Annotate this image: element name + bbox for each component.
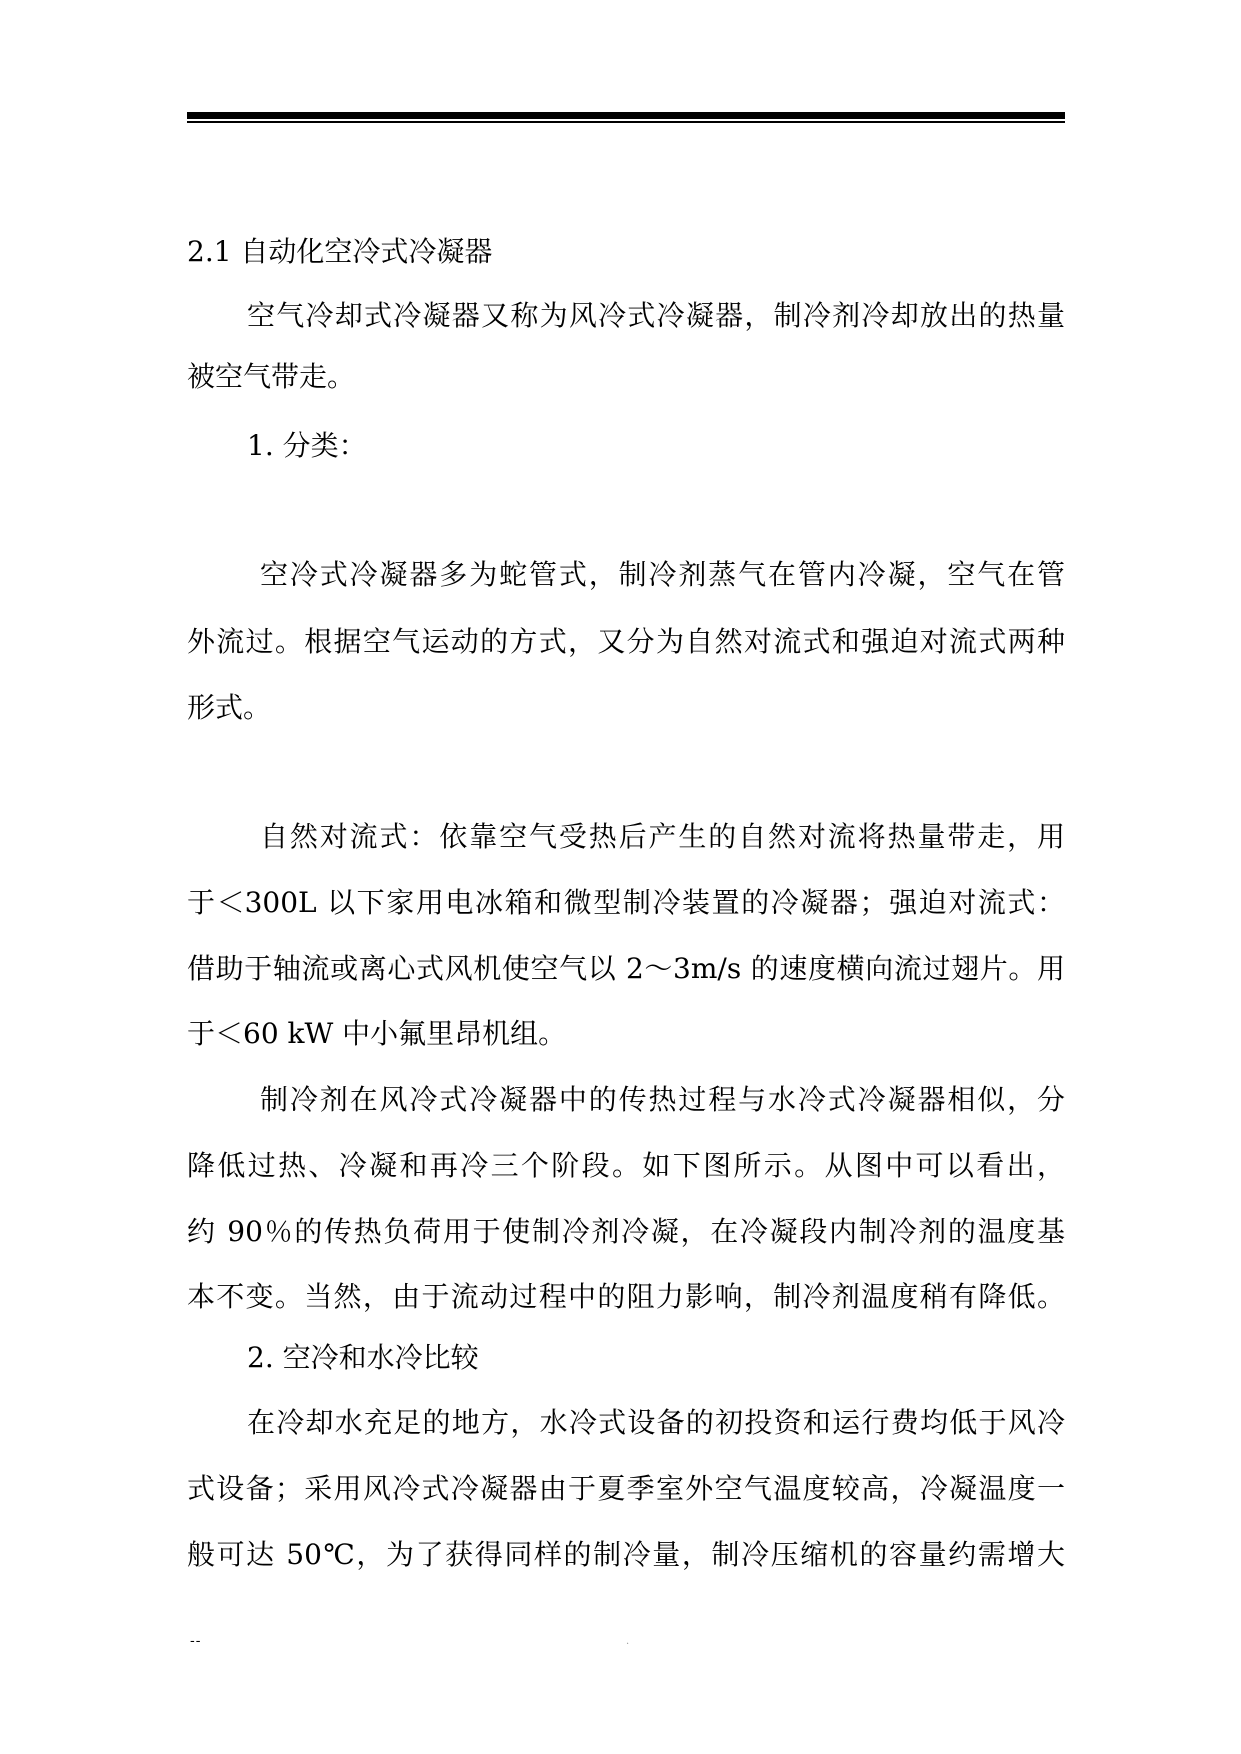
list-item-1: 1. 分类：	[247, 429, 367, 462]
paragraph-2-line-1: 空冷式冷凝器多为蛇管式，制冷剂蒸气在管内冷凝，空气在管	[260, 558, 1065, 591]
paragraph-1-line-1: 空气冷却式冷凝器又称为风冷式冷凝器，制冷剂冷却放出的热量	[247, 299, 1065, 332]
paragraph-5-line-2: 式设备；采用风冷式冷凝器由于夏季室外空气温度较高，冷凝温度一	[187, 1472, 1065, 1505]
paragraph-2-line-2: 外流过。根据空气运动的方式，又分为自然对流式和强迫对流式两种	[187, 625, 1065, 658]
paragraph-4-line-4: 本不变。当然，由于流动过程中的阻力影响，制冷剂温度稍有降低。	[187, 1280, 1065, 1313]
section-heading: 2.1 自动化空冷式冷凝器	[187, 235, 493, 268]
paragraph-4-line-1: 制冷剂在风冷式冷凝器中的传热过程与水冷式冷凝器相似，分	[260, 1083, 1065, 1116]
paragraph-3-line-1: 自然对流式：依靠空气受热后产生的自然对流将热量带走，用	[260, 820, 1065, 853]
paragraph-5-line-3: 般可达 50℃，为了获得同样的制冷量，制冷压缩机的容量约需增大	[187, 1538, 1065, 1571]
paragraph-1-line-2: 被空气带走。	[187, 360, 356, 393]
list-item-2: 2. 空冷和水冷比较	[247, 1341, 479, 1374]
paragraph-3-line-2: 于＜300L 以下家用电冰箱和微型制冷装置的冷凝器；强迫对流式：	[187, 886, 1065, 919]
header-rule-thick	[187, 112, 1065, 119]
footer-mark: --	[190, 1633, 202, 1649]
paragraph-2-line-3: 形式。	[187, 691, 272, 724]
paragraph-4-line-3: 约 90％的传热负荷用于使制冷剂冷凝，在冷凝段内制冷剂的温度基	[187, 1215, 1065, 1248]
paragraph-3-line-4: 于＜60 kW 中小氟里昂机组。	[187, 1017, 567, 1050]
header-rule-thin	[187, 121, 1065, 123]
paragraph-5-line-1: 在冷却水充足的地方，水冷式设备的初投资和运行费均低于风冷	[247, 1406, 1065, 1439]
paragraph-3-line-3: 借助于轴流或离心式风机使空气以 2～3m/s 的速度横向流过翅片。用	[187, 952, 1065, 985]
footer-dot: .	[626, 1636, 630, 1647]
paragraph-4-line-2: 降低过热、冷凝和再冷三个阶段。如下图所示。从图中可以看出，	[187, 1149, 1065, 1182]
